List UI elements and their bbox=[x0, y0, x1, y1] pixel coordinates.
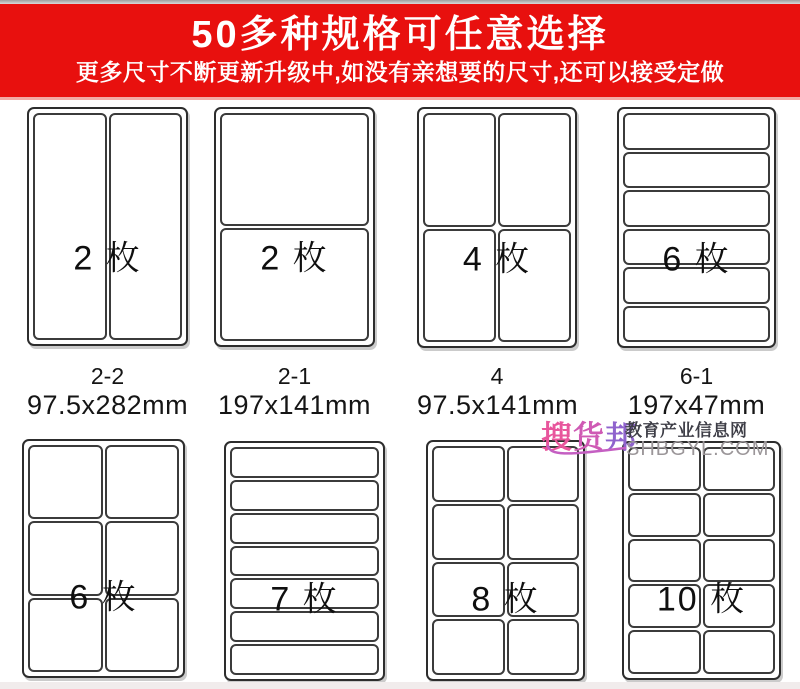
label-grid bbox=[33, 113, 182, 340]
watermark-logo-char: 邦 bbox=[605, 420, 637, 455]
label-cell bbox=[628, 493, 701, 537]
banner-subtitle: 更多尺寸不断更新升级中,如没有亲想要的尺寸,还可以接受定做 bbox=[75, 59, 725, 85]
watermark-site-name: 教育产业信息网 bbox=[625, 421, 748, 440]
label-grid bbox=[628, 447, 775, 674]
label-cell bbox=[28, 445, 103, 519]
label-cell bbox=[498, 113, 571, 227]
label-cell bbox=[507, 619, 580, 675]
label-cell bbox=[623, 113, 770, 150]
label-cell bbox=[623, 152, 770, 189]
sheet-code: 4 bbox=[490, 363, 504, 389]
label-sheet-6 bbox=[22, 439, 185, 678]
sheet-caption-6-1 bbox=[617, 362, 776, 420]
label-cell bbox=[432, 446, 505, 502]
label-sheet-7 bbox=[224, 441, 385, 681]
label-sheet-2-2 bbox=[27, 107, 188, 346]
sheet-code: 6-1 bbox=[679, 363, 714, 389]
watermark-swoosh-icon bbox=[545, 443, 629, 462]
label-cell bbox=[628, 630, 701, 674]
label-count: 10 枚 bbox=[656, 580, 747, 619]
label-cell bbox=[105, 445, 180, 519]
sheet-dimensions: 97.5x141mm bbox=[417, 390, 579, 420]
label-cell bbox=[230, 447, 379, 478]
bottom-border-strip bbox=[0, 682, 800, 689]
sheet-dimensions: 97.5x282mm bbox=[27, 390, 189, 420]
label-cell bbox=[33, 113, 107, 340]
promo-banner bbox=[0, 4, 800, 100]
watermark-logo-char: 搜 bbox=[541, 420, 573, 455]
label-sheet-6-1 bbox=[617, 107, 776, 348]
banner-title: 50多种规格可任意选择 bbox=[191, 14, 609, 56]
label-cell bbox=[230, 480, 379, 511]
label-grid bbox=[423, 113, 571, 342]
label-cell bbox=[623, 190, 770, 227]
label-sheet-4 bbox=[417, 107, 577, 348]
label-sheet-2-1 bbox=[214, 107, 375, 347]
sheet-code: 2-1 bbox=[277, 363, 312, 389]
label-cell bbox=[623, 306, 770, 343]
label-cell bbox=[220, 113, 369, 226]
label-count: 6 枚 bbox=[662, 240, 731, 279]
label-grid bbox=[623, 113, 770, 342]
label-cell bbox=[507, 504, 580, 560]
label-grid bbox=[230, 447, 379, 675]
label-count: 8 枚 bbox=[471, 580, 540, 619]
label-grid bbox=[220, 113, 369, 341]
sheet-dimensions: 197x47mm bbox=[627, 390, 766, 420]
sheet-dimensions: 197x141mm bbox=[217, 390, 372, 420]
label-count: 2 枚 bbox=[260, 239, 329, 278]
label-count: 7 枚 bbox=[270, 580, 339, 619]
watermark-domain: SHBGYL.COM bbox=[626, 438, 770, 460]
sheet-code: 2-2 bbox=[90, 363, 125, 389]
label-sheet-8 bbox=[426, 440, 585, 681]
label-cell bbox=[432, 504, 505, 560]
label-cell bbox=[230, 644, 379, 675]
watermark-logo-char: 货 bbox=[573, 420, 605, 455]
label-cell bbox=[423, 113, 496, 227]
sheet-caption-2-2 bbox=[27, 362, 188, 420]
label-count: 2 枚 bbox=[73, 239, 142, 278]
label-cell bbox=[703, 493, 776, 537]
label-cell bbox=[109, 113, 183, 340]
label-sheet-10 bbox=[622, 441, 781, 680]
label-grid bbox=[432, 446, 579, 675]
label-count: 4 枚 bbox=[462, 240, 532, 279]
label-cell bbox=[432, 619, 505, 675]
label-count: 6 枚 bbox=[69, 578, 138, 617]
sheet-caption-2-1 bbox=[214, 362, 375, 420]
label-grid bbox=[28, 445, 179, 672]
label-cell bbox=[230, 513, 379, 544]
label-cell bbox=[703, 630, 776, 674]
